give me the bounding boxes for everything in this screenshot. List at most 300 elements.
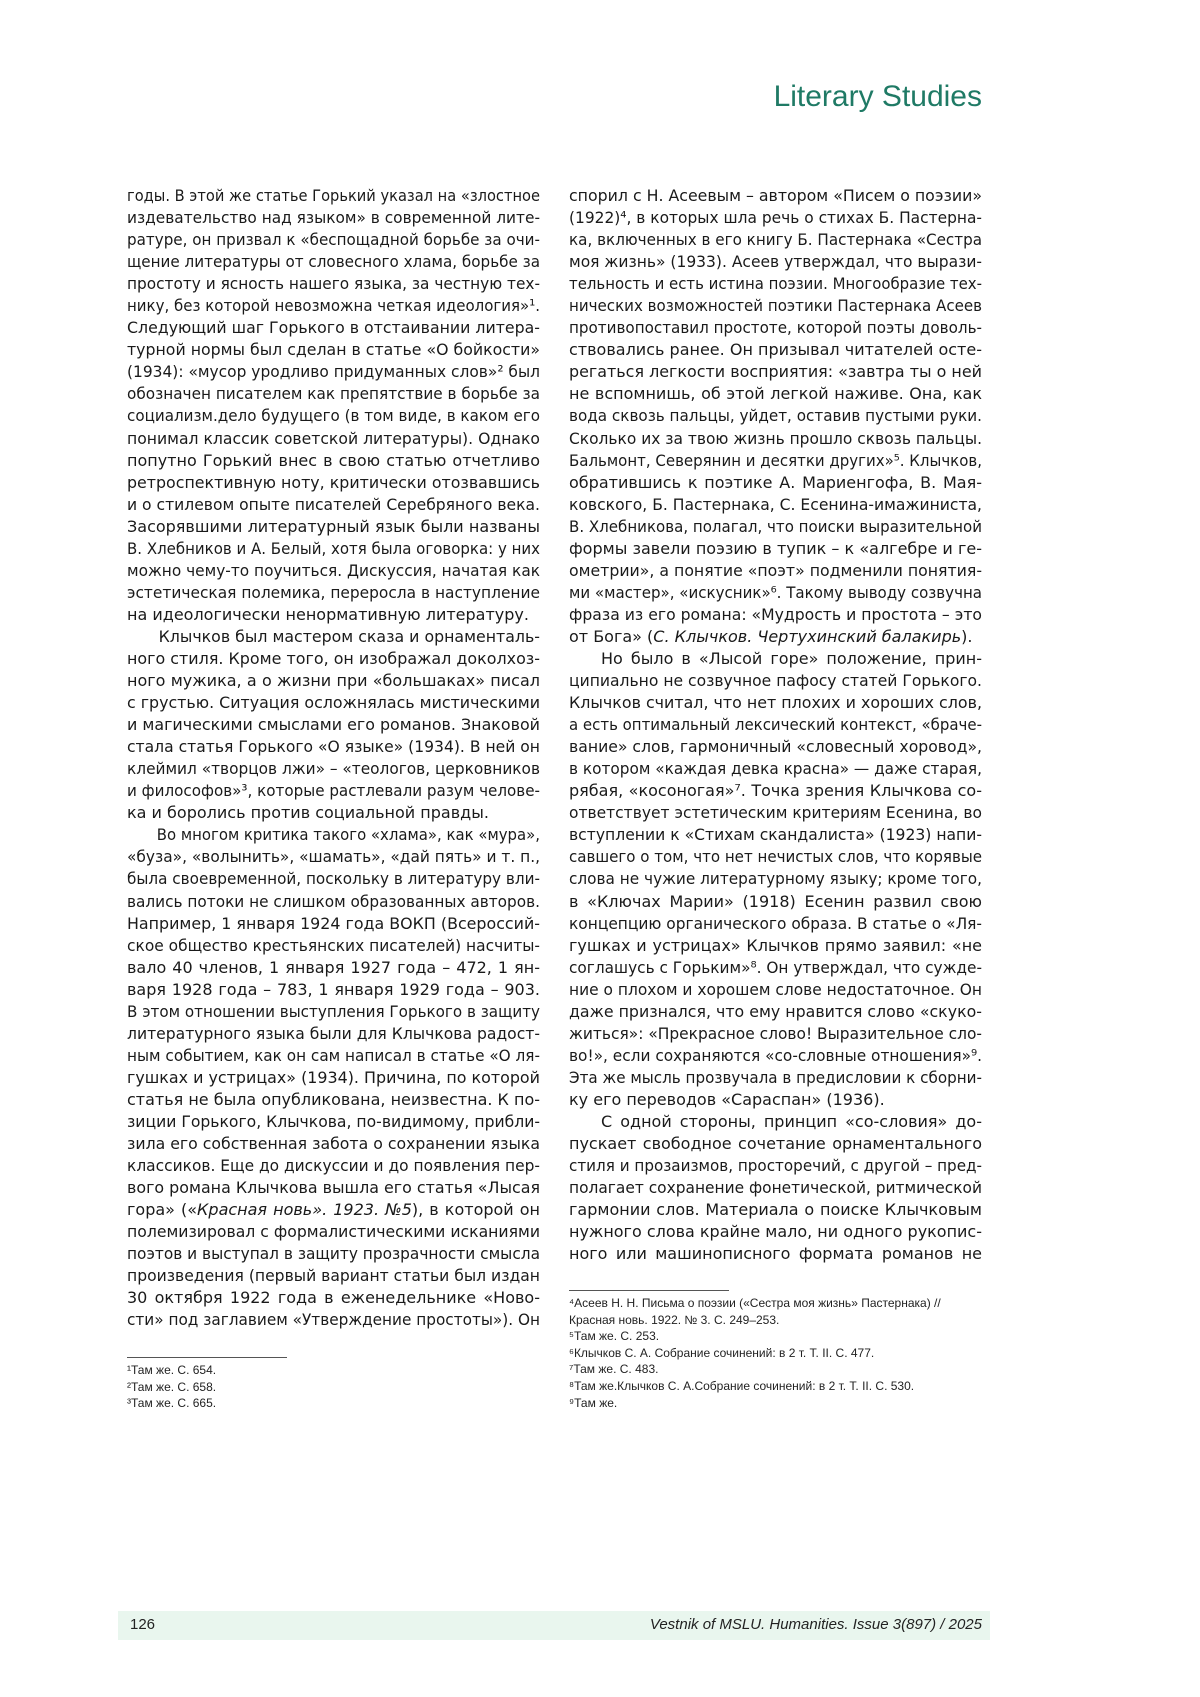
text-column-left bbox=[127, 185, 540, 1331]
journal-title: Vestnik of MSLU. Humanities. Issue 3(897) / 2025 bbox=[650, 1616, 982, 1633]
text-line bbox=[127, 714, 540, 736]
text-line bbox=[569, 1089, 982, 1111]
text: зиции Горького, Клычкова, по-видимому, прибли- bbox=[127, 1112, 540, 1131]
footnote: ⁴Асеев Н. Н. Письма о поэзии («Сестра моя жизнь» Пастернака) // bbox=[569, 1295, 989, 1312]
text-line bbox=[569, 1155, 982, 1177]
text-line bbox=[569, 1133, 982, 1155]
text-line bbox=[127, 1111, 540, 1133]
text-line bbox=[569, 935, 982, 957]
text-line bbox=[569, 207, 982, 229]
text-line-content bbox=[127, 229, 540, 251]
text-line bbox=[569, 582, 982, 604]
text-line-content bbox=[127, 450, 540, 472]
text-line bbox=[127, 251, 540, 273]
footnotes-left bbox=[127, 1362, 547, 1412]
text-line bbox=[127, 229, 540, 251]
text-line bbox=[127, 758, 540, 780]
text-line-content bbox=[127, 1265, 540, 1287]
text-line-content bbox=[569, 273, 982, 295]
text-line bbox=[569, 802, 982, 824]
text-line-content bbox=[127, 428, 540, 450]
text-line bbox=[569, 1221, 982, 1243]
text: пускает свободное сочетание орнаментального bbox=[569, 1134, 982, 1153]
text: вого романа Клычкова вышла его статья «Лысая bbox=[127, 1178, 540, 1197]
text-line-content bbox=[127, 582, 540, 604]
text: варя 1928 года – 783, 1 января 1929 года – 903. bbox=[127, 980, 540, 999]
text: ометрии», а понятие «поэт» подменили понятия- bbox=[569, 561, 982, 580]
text: ствовались ранее. Он призывал читателей осте- bbox=[569, 340, 982, 359]
text: ка, включенных в его книгу Б. Пастернака «Сестра bbox=[569, 230, 982, 249]
text-line-content bbox=[127, 824, 540, 846]
text-line bbox=[569, 604, 982, 626]
text-line bbox=[569, 251, 982, 273]
text-line-content bbox=[569, 868, 982, 890]
text-line bbox=[569, 626, 982, 648]
text-line bbox=[569, 868, 982, 890]
footnote: ⁸Там же.Клычков С. А.Собрание сочинений: в 2 т. Т. II. С. 530. bbox=[569, 1378, 989, 1395]
text: В. Хлебников и А. Белый, хотя была оговорка: у них bbox=[127, 539, 540, 558]
text: соглашусь с Горьким»⁸. Он утверждал, что сужде- bbox=[569, 958, 982, 977]
footnotes-right bbox=[569, 1295, 989, 1411]
text-line-content bbox=[127, 405, 540, 427]
text-line-content bbox=[569, 891, 982, 913]
text: годы. В этой же статье Горький указал на «злостное bbox=[127, 186, 540, 205]
text-line-content bbox=[127, 736, 540, 758]
text-line bbox=[569, 317, 982, 339]
text-line bbox=[569, 1001, 982, 1023]
footnote-separator-left bbox=[127, 1357, 287, 1358]
text-line-content bbox=[569, 935, 982, 957]
text: гармонии слов. Материала о поиске Клычковым bbox=[569, 1200, 982, 1219]
text-line-content bbox=[127, 935, 540, 957]
text-line bbox=[127, 935, 540, 957]
text-line bbox=[127, 207, 540, 229]
text: турной нормы был сделан в статье «О бойкости» bbox=[127, 340, 540, 359]
footnote-separator-right bbox=[569, 1290, 729, 1291]
page-number: 126 bbox=[130, 1616, 155, 1633]
text-line-content bbox=[127, 472, 540, 494]
text: нику, без которой невозможна четкая идеология»¹. bbox=[127, 296, 540, 315]
text: клеймил «творцов лжи» – «теологов, церковников bbox=[127, 759, 540, 778]
text-line-content bbox=[127, 780, 540, 802]
text-line-content bbox=[127, 670, 540, 692]
text: ми «мастер», «искусник»⁶. Такому выводу созвучна bbox=[569, 583, 982, 602]
text: Клычков считал, что нет плохих и хороших слов, bbox=[569, 693, 982, 712]
text: Эта же мысль прозвучала в предисловии к сборни- bbox=[569, 1068, 982, 1087]
text: савшего о том, что нет нечистых слов, что корявые bbox=[569, 847, 982, 866]
text-line-content bbox=[569, 1045, 982, 1067]
text-line-content bbox=[127, 1309, 540, 1331]
footnote: ⁷Там же. С. 483. bbox=[569, 1361, 989, 1378]
text-line-content bbox=[569, 339, 982, 361]
text-line bbox=[569, 1111, 982, 1133]
text-line-content bbox=[127, 1199, 540, 1221]
text-line-content bbox=[569, 450, 982, 472]
text: Следующий шаг Горького в отстаивании литера- bbox=[127, 318, 540, 337]
text-line-content bbox=[127, 560, 540, 582]
text: издевательство над языком» в современной лите- bbox=[127, 208, 540, 227]
text-line bbox=[127, 516, 540, 538]
text: произведения (первый вариант статьи был издан bbox=[127, 1266, 540, 1285]
text-line-content bbox=[569, 295, 982, 317]
text: ), в которой он bbox=[412, 1200, 540, 1219]
text: полемизировал с формалистическими исканиями bbox=[127, 1222, 540, 1241]
text: Клычков был мастером сказа и орнаменталь- bbox=[159, 627, 540, 646]
text: житься»: «Прекрасное слово! Выразительное сло- bbox=[569, 1024, 982, 1043]
text-line-content bbox=[127, 516, 540, 538]
footnote: ⁹Там же. bbox=[569, 1395, 989, 1412]
text: стала статья Горького «О языке» (1934). В ней он bbox=[127, 737, 540, 756]
text: (1934): «мусор уродливо придуманных слов»² был bbox=[127, 362, 540, 381]
text-line bbox=[127, 450, 540, 472]
text-line-content bbox=[127, 207, 540, 229]
text-line bbox=[127, 979, 540, 1001]
text: вались потоки не слишком образованных авторов. bbox=[127, 892, 540, 911]
text-line-content bbox=[127, 317, 540, 339]
text-line-content bbox=[569, 846, 982, 868]
text-line bbox=[569, 1023, 982, 1045]
text: фраза из его романа: «Мудрость и простота – это bbox=[569, 605, 982, 624]
text-line bbox=[127, 846, 540, 868]
text-line bbox=[127, 913, 540, 935]
text: регаться легкости восприятия: «завтра ты о ней bbox=[569, 362, 982, 381]
text-line bbox=[127, 1243, 540, 1265]
text-line-content bbox=[127, 1067, 540, 1089]
text-line-content bbox=[569, 1221, 982, 1243]
text-line-content bbox=[569, 692, 982, 714]
text-line-content bbox=[569, 604, 982, 626]
text-line-content bbox=[127, 295, 540, 317]
text-line bbox=[569, 428, 982, 450]
text-line bbox=[127, 405, 540, 427]
text: ковского, Б. Пастернака, С. Есенина-имажиниста, bbox=[569, 495, 982, 514]
text-line bbox=[569, 714, 982, 736]
text-line-content bbox=[127, 1287, 540, 1309]
text: в котором «каждая девка красна» — даже старая, bbox=[569, 759, 982, 778]
text-line bbox=[127, 692, 540, 714]
text-line bbox=[569, 494, 982, 516]
text-line-content bbox=[127, 868, 540, 890]
text: спорил с Н. Асеевым – автором «Писем о поэзии» bbox=[569, 186, 982, 205]
text-line bbox=[569, 295, 982, 317]
text-line-content bbox=[127, 339, 540, 361]
text: и философов»³, которые растлевали разум челове- bbox=[127, 781, 540, 800]
text: тельность и есть истина поэзии. Многообразие тех- bbox=[569, 274, 982, 293]
text-line bbox=[127, 891, 540, 913]
text-line bbox=[569, 472, 982, 494]
text: простоту и ясность нашего языка, за честную тех- bbox=[127, 274, 540, 293]
text: ного стиля. Кроме того, он изображал доколхоз- bbox=[127, 649, 540, 668]
text-line bbox=[127, 538, 540, 560]
text: вступлении к «Стихам скандалиста» (1923) напи- bbox=[569, 825, 982, 844]
text: нужного слова крайне мало, ни одного рукопис- bbox=[569, 1222, 982, 1241]
text-line bbox=[127, 472, 540, 494]
text-line bbox=[569, 891, 982, 913]
text: ние о плохом и хорошем слове недостаточное. Он bbox=[569, 980, 982, 999]
text: от Бога» ( bbox=[569, 627, 653, 646]
text: ское общество крестьянских писателей) насчиты- bbox=[127, 936, 540, 955]
text-line-content bbox=[569, 1111, 982, 1133]
text-line bbox=[127, 1089, 540, 1111]
text-line bbox=[127, 736, 540, 758]
text: вода сквозь пальцы, уйдет, оставив пустыми руки. bbox=[569, 406, 982, 425]
text-line bbox=[127, 295, 540, 317]
text-line bbox=[569, 450, 982, 472]
text-line-content bbox=[569, 758, 982, 780]
text-line-content bbox=[569, 824, 982, 846]
text-line-content bbox=[127, 891, 540, 913]
text-line bbox=[127, 560, 540, 582]
text-line-content bbox=[127, 957, 540, 979]
text-line-content bbox=[569, 957, 982, 979]
text: сти» под заглавием «Утверждение простоты»). Он bbox=[127, 1310, 540, 1329]
text-line-content bbox=[569, 1199, 982, 1221]
text: «буза», «волынить», «шамать», «дай пять» и т. п., bbox=[127, 847, 540, 866]
footnote: ³Там же. С. 665. bbox=[127, 1395, 547, 1412]
text: гушках и устрицах» (1934). Причина, по которой bbox=[127, 1068, 540, 1087]
text-line bbox=[569, 339, 982, 361]
text-line-content bbox=[127, 1023, 540, 1045]
text-line bbox=[569, 670, 982, 692]
text: ного мужика, а о жизни при «большаках» писал bbox=[127, 671, 540, 690]
text: ку его переводов «Сараспан» (1936). bbox=[569, 1090, 885, 1109]
text: попутно Горький внес в свою статью отчетливо bbox=[127, 451, 540, 470]
text-line bbox=[127, 780, 540, 802]
text-line-content bbox=[569, 648, 982, 670]
text: а есть оптимальный лексический контекст, «браче- bbox=[569, 715, 982, 734]
text: нических возможностей поэтики Пастернака Асеев bbox=[569, 296, 982, 315]
text-line-content bbox=[569, 1177, 982, 1199]
text: рябая, «косоногая»⁷. Точка зрения Клычкова со- bbox=[569, 781, 982, 800]
text-line-content bbox=[127, 1045, 540, 1067]
text: Сколько их за твою жизнь прошло сквозь пальцы. bbox=[569, 429, 982, 448]
text-line bbox=[127, 1287, 540, 1309]
text-line bbox=[569, 824, 982, 846]
text-line bbox=[127, 317, 540, 339]
text-line bbox=[127, 494, 540, 516]
text-line bbox=[127, 1133, 540, 1155]
text: противопоставил простоте, которой поэты доволь- bbox=[569, 318, 982, 337]
text: ка и боролись против социальной правды. bbox=[127, 803, 489, 822]
text: концепцию органического образа. В статье о «Ля- bbox=[569, 914, 982, 933]
text: литературного языка были для Клычкова радост- bbox=[127, 1024, 540, 1043]
text-line bbox=[569, 1199, 982, 1221]
text-line-content bbox=[127, 1001, 540, 1023]
text-line bbox=[569, 736, 982, 758]
text-line-content bbox=[569, 736, 982, 758]
text-line bbox=[569, 913, 982, 935]
text-line-content bbox=[127, 714, 540, 736]
text-line-content bbox=[569, 207, 982, 229]
text-line-content bbox=[127, 1155, 540, 1177]
text-line bbox=[569, 185, 982, 207]
text-line-content bbox=[569, 1023, 982, 1045]
text-line bbox=[569, 560, 982, 582]
text-line bbox=[569, 383, 982, 405]
text: Но было в «Лысой горе» положение, прин- bbox=[601, 649, 982, 668]
text-line-content bbox=[569, 361, 982, 383]
text-line bbox=[569, 1177, 982, 1199]
text: ратуре, он призвал к «беспощадной борьбе за очи- bbox=[127, 230, 540, 249]
text: щение литературы от словесного хлама, борьбе за bbox=[127, 252, 540, 271]
footnote: ¹Там же. С. 654. bbox=[127, 1362, 547, 1379]
footnote: ⁵Там же. С. 253. bbox=[569, 1328, 989, 1345]
text-line bbox=[569, 648, 982, 670]
text-line bbox=[569, 1067, 982, 1089]
text: ). bbox=[961, 627, 972, 646]
text: статья не была опубликована, неизвестна. К по- bbox=[127, 1090, 540, 1109]
text: С одной стороны, принцип «со-словия» до- bbox=[601, 1112, 982, 1131]
text: ципиально не созвучное пафосу статей Горького. bbox=[569, 671, 982, 690]
text-line-content bbox=[569, 1001, 982, 1023]
text: социализм.дело будущего (в том виде, в каком его bbox=[127, 406, 540, 425]
text: Например, 1 января 1924 года ВОКП (Всероссий- bbox=[127, 914, 540, 933]
text-line-content bbox=[127, 273, 540, 295]
text: зила его собственная забота о сохранении языка bbox=[127, 1134, 540, 1153]
text-line-content bbox=[569, 229, 982, 251]
text: в «Ключах Марии» (1918) Есенин развил свою bbox=[569, 892, 982, 911]
text-line-content bbox=[569, 251, 982, 273]
text-line bbox=[127, 582, 540, 604]
text-line bbox=[127, 339, 540, 361]
text-line bbox=[127, 957, 540, 979]
text-line bbox=[569, 405, 982, 427]
text: с грустью. Ситуация осложнялась мистическими bbox=[127, 693, 540, 712]
text-line bbox=[569, 692, 982, 714]
text-line-content bbox=[569, 472, 982, 494]
text-line bbox=[569, 361, 982, 383]
text: и о стилевом опыте писателей Серебряного века. bbox=[127, 495, 540, 514]
text-line bbox=[569, 758, 982, 780]
text-line bbox=[127, 1067, 540, 1089]
text-line-content bbox=[127, 494, 540, 516]
text: даже признался, что ему нравится слово «скуко- bbox=[569, 1002, 982, 1021]
text-line bbox=[569, 229, 982, 251]
text-line bbox=[127, 185, 540, 207]
text-line-content bbox=[569, 1155, 982, 1177]
text: В этом отношении выступления Горького в защиту bbox=[127, 1002, 540, 1021]
text-line bbox=[569, 1045, 982, 1067]
text-line-content bbox=[569, 626, 972, 648]
text-line-content bbox=[569, 582, 982, 604]
text-line bbox=[569, 1243, 982, 1265]
text-line-content bbox=[569, 317, 982, 339]
text-line-content bbox=[127, 802, 489, 824]
text-column-right bbox=[569, 185, 982, 1265]
text: Засорявшими литературный язык были названы bbox=[127, 517, 540, 536]
text-line bbox=[127, 824, 540, 846]
text-line-content bbox=[569, 1133, 982, 1155]
text-line-content bbox=[127, 383, 540, 405]
text-line bbox=[127, 604, 540, 626]
text: ного или машинописного формата романов не bbox=[569, 1244, 982, 1263]
text: 30 октября 1922 года в еженедельнике «Ново- bbox=[127, 1288, 540, 1307]
text: слова не чужие литературному языку; кроме того, bbox=[569, 869, 982, 888]
text-line bbox=[127, 670, 540, 692]
text-line bbox=[127, 1309, 540, 1331]
text-line-content bbox=[569, 185, 982, 207]
footnote: Красная новь. 1922. № 3. С. 249–253. bbox=[569, 1312, 989, 1329]
text-line-content bbox=[127, 1177, 540, 1199]
text: гора» (« bbox=[127, 1200, 197, 1219]
text: и магическими смыслами его романов. Знаковой bbox=[127, 715, 540, 734]
text-line bbox=[127, 1023, 540, 1045]
text-line-content bbox=[569, 670, 982, 692]
text-line-content bbox=[127, 692, 540, 714]
footnote: ⁶Клычков С. А. Собрание сочинений: в 2 т. Т. II. С. 477. bbox=[569, 1345, 989, 1362]
text-line bbox=[569, 780, 982, 802]
text-line-content bbox=[569, 780, 982, 802]
text: формы завели поэзию в тупик – к «алгебре и ге- bbox=[569, 539, 982, 558]
text: (1922)⁴, в которых шла речь о стихах Б. Пастерна- bbox=[569, 208, 982, 227]
text-line bbox=[127, 648, 540, 670]
text: вало 40 членов, 1 января 1927 года – 472, 1 ян- bbox=[127, 958, 540, 977]
text-line bbox=[127, 361, 540, 383]
text-line-content bbox=[127, 758, 540, 780]
text-line bbox=[127, 273, 540, 295]
text-line-content bbox=[569, 802, 982, 824]
text-line-content bbox=[127, 251, 540, 273]
text-line bbox=[127, 1001, 540, 1023]
text: ответствует эстетическим критериям Есенина, во bbox=[569, 803, 982, 822]
text: обратившись к поэтике А. Мариенгофа, В. Мая- bbox=[569, 473, 982, 492]
text-line-content bbox=[127, 846, 540, 868]
text: была своевременной, поскольку в литературу вли- bbox=[127, 869, 540, 888]
text: классиков. Еще до дискуссии и до появления пер- bbox=[127, 1156, 540, 1175]
text-line bbox=[127, 383, 540, 405]
text-line bbox=[569, 979, 982, 1001]
text-line-content bbox=[127, 185, 540, 207]
text-line-content bbox=[127, 648, 540, 670]
text-line bbox=[569, 516, 982, 538]
text: Во многом критика такого «хлама», как «мура», bbox=[157, 825, 540, 844]
text-line-content bbox=[127, 1133, 540, 1155]
text-line-content bbox=[127, 913, 540, 935]
text-line-content bbox=[569, 494, 982, 516]
text-line bbox=[569, 846, 982, 868]
text-line-content bbox=[569, 516, 982, 538]
text: можно чему-то поучиться. Дискуссия, начатая как bbox=[127, 561, 540, 580]
italic-text: С. Клычков. Чертухинский балакирь bbox=[653, 627, 961, 646]
text-line-content bbox=[127, 979, 540, 1001]
text-line-content bbox=[569, 979, 982, 1001]
text-line bbox=[127, 1265, 540, 1287]
text-line bbox=[127, 1199, 540, 1221]
footnote: ²Там же. С. 658. bbox=[127, 1379, 547, 1396]
text-line bbox=[127, 1177, 540, 1199]
text: В. Хлебникова, полагал, что поиски выразительной bbox=[569, 517, 982, 536]
text: моя жизнь» (1933). Асеев утверждал, что вырази- bbox=[569, 252, 982, 271]
text-line-content bbox=[569, 714, 982, 736]
text-line bbox=[569, 538, 982, 560]
text-line-content bbox=[569, 383, 982, 405]
text-line-content bbox=[127, 626, 540, 648]
text-line bbox=[127, 428, 540, 450]
text: во!», если сохраняются «со-словные отношения»⁹. bbox=[569, 1046, 982, 1065]
text-line-content bbox=[569, 1243, 982, 1265]
text-line-content bbox=[127, 1089, 540, 1111]
text-line-content bbox=[127, 604, 529, 626]
text-line-content bbox=[569, 1067, 982, 1089]
text-line bbox=[127, 626, 540, 648]
italic-text: Красная новь». 1923. №5 bbox=[197, 1200, 412, 1219]
text-line bbox=[127, 1045, 540, 1067]
text-line-content bbox=[569, 560, 982, 582]
text-line-content bbox=[569, 538, 982, 560]
text-line-content bbox=[127, 1243, 540, 1265]
text: не вспомнишь, об этой легкой наживе. Она, как bbox=[569, 384, 982, 403]
text-line-content bbox=[127, 538, 540, 560]
